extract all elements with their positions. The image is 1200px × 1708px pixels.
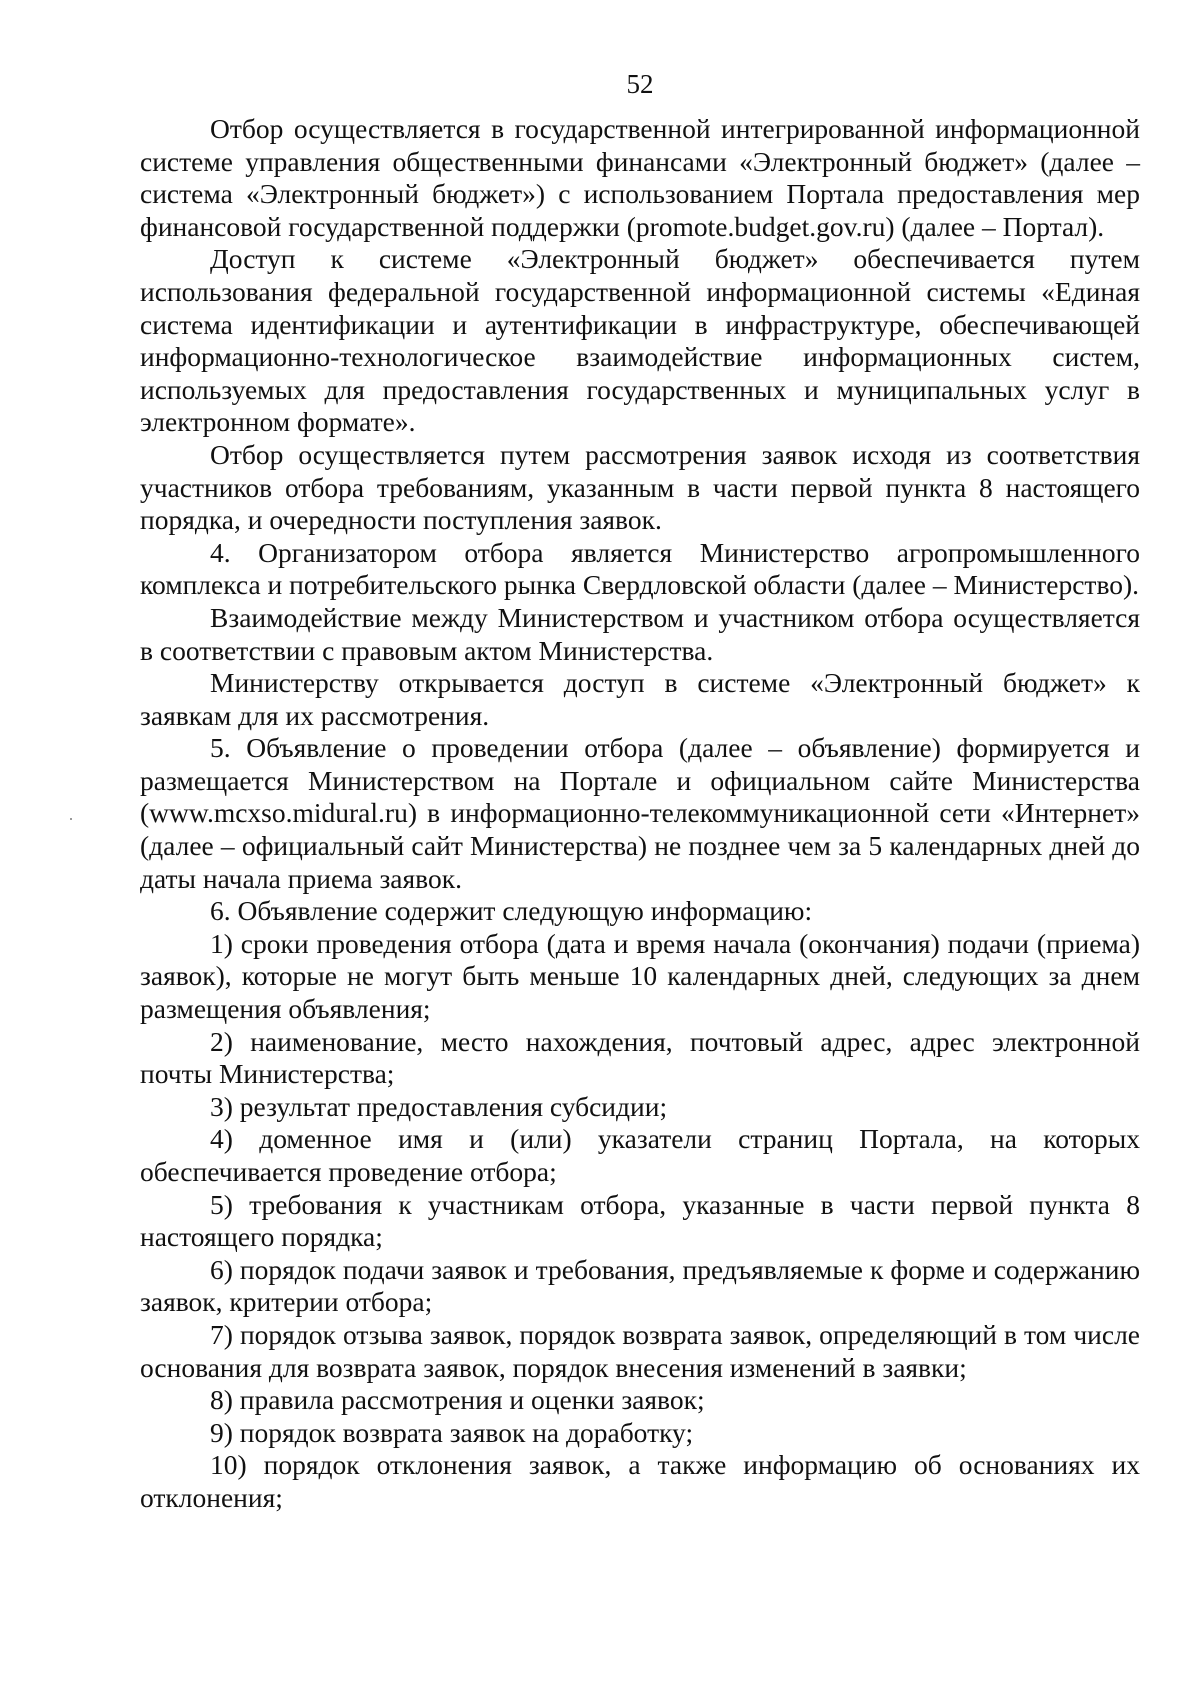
paragraph: 4. Организатором отбора является Министерство агропромышленного комплекса и потребительского рынка Свердловской области (далее – Министерство).: [140, 536, 1140, 601]
document-body: [140, 113, 1140, 1515]
paragraph: Отбор осуществляется путем рассмотрения заявок исходя из соответствия участников отбора требованиям, указанным в части первой пункта 8 настоящего порядка, и очередности поступления заявок.: [140, 438, 1140, 536]
list-item: 7) порядок отзыва заявок, порядок возврата заявок, определяющий в том числе основания для возврата заявок, порядок внесения изменений в заявки;: [140, 1318, 1140, 1383]
paragraph: Взаимодействие между Министерством и участником отбора осуществляется в соответствии с правовым актом Министерства.: [140, 601, 1140, 666]
paragraph: Доступ к системе «Электронный бюджет» обеспечивается путем использования федеральной государственной информационной системы «Единая система идентификации и аутентификации в инфраструктуре, обеспечивающей информационно-технологическое взаимодействие информационных систем, используемых для предоставления государственных и муниципальных услуг в электронном формате».: [140, 243, 1140, 438]
list-item: 1) сроки проведения отбора (дата и время начала (окончания) подачи (приема) заявок), которые не могут быть меньше 10 календарных дней, следующих за днем размещения объявления;: [140, 927, 1140, 1025]
paragraph: 5. Объявление о проведении отбора (далее – объявление) формируется и размещается Министерством на Портале и официальном сайте Министерства (www.mcxso.midural.ru) в информационно-телекоммуникационной сети «Интернет» (далее – официальный сайт Министерства) не позднее чем за 5 календарных дней до даты начала приема заявок.: [140, 732, 1140, 894]
paragraph: Отбор осуществляется в государственной интегрированной информационной системе управления общественными финансами «Электронный бюджет» (далее – система «Электронный бюджет») с использованием Портала предоставления мер финансовой государственной поддержки (promote.budget.gov.ru) (далее – Портал).: [140, 113, 1140, 242]
list-item: 10) порядок отклонения заявок, а также информацию об основаниях их отклонения;: [140, 1449, 1140, 1513]
page-number: 52: [626, 69, 654, 99]
paragraph: Министерству открывается доступ в системе «Электронный бюджет» к заявкам для их рассмотрения.: [140, 667, 1140, 731]
list-item: 6) порядок подачи заявок и требования, предъявляемые к форме и содержанию заявок, критерии отбора;: [140, 1253, 1140, 1318]
list-item: 3) результат предоставления субсидии;: [210, 1090, 668, 1122]
paragraph: 6. Объявление содержит следующую информацию:: [210, 895, 813, 927]
list-item: 4) доменное имя и (или) указатели страниц Портала, на которых обеспечивается проведение отбора;: [140, 1123, 1140, 1187]
list-item: 5) требования к участникам отбора, указанные в части первой пункта 8 настоящего порядка;: [140, 1188, 1140, 1253]
list-item: 8) правила рассмотрения и оценки заявок;: [210, 1384, 705, 1416]
list-item: 9) порядок возврата заявок на доработку;: [210, 1416, 694, 1448]
list-item: 2) наименование, место нахождения, почтовый адрес, адрес электронной почты Министерства;: [140, 1025, 1140, 1090]
scan-artifact: [70, 818, 72, 820]
